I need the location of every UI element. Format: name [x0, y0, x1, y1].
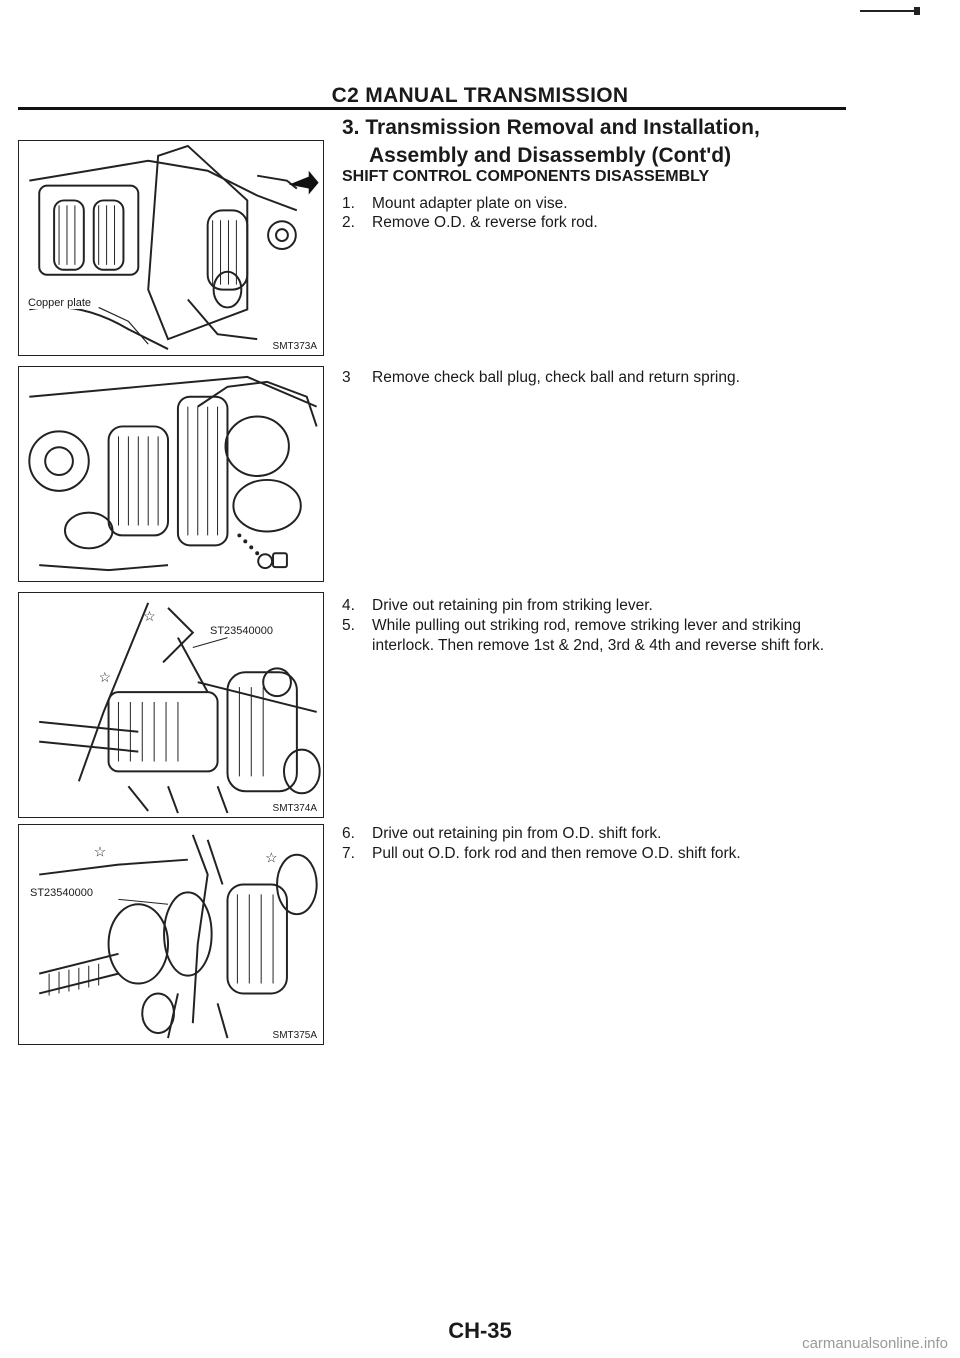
figure-callout: ST23540000	[30, 887, 93, 899]
figure-check-ball-plug	[18, 366, 324, 582]
page-number: CH-35	[448, 1318, 512, 1343]
top-corner-mark	[860, 10, 920, 12]
step-text: Mount adapter plate on vise.	[372, 195, 568, 212]
step-text: Remove O.D. & reverse fork rod.	[372, 214, 598, 231]
gearbox-illustration	[19, 593, 323, 817]
step-3	[342, 368, 842, 388]
figure-callout: ST23540000	[210, 625, 273, 637]
figure-code: SMT373A	[272, 341, 317, 352]
step-number: 1.	[342, 195, 355, 212]
step-6	[342, 824, 842, 844]
tool-star-icon: ☆	[93, 844, 107, 861]
step-number: 4.	[342, 597, 355, 614]
figure-code: SMT374A	[272, 803, 317, 814]
step-text: Remove check ball plug, check ball and return spring.	[372, 369, 740, 386]
step-number: 3	[342, 369, 351, 386]
page-header-title: C2 MANUAL TRANSMISSION	[331, 84, 629, 107]
figure-smt375a	[18, 824, 324, 1045]
gearbox-illustration	[19, 141, 323, 355]
subheading: SHIFT CONTROL COMPONENTS DISASSEMBLY	[342, 168, 710, 185]
arrow-icon	[289, 171, 319, 195]
step-text: While pulling out striking rod, remove striking lever and striking interlock. Then remove 1st & 2nd, 3rd & 4th and reverse shift fork.	[372, 617, 825, 654]
tool-star-icon: ☆	[265, 850, 278, 867]
gearbox-illustration	[19, 825, 323, 1044]
figure-smt373a	[18, 140, 324, 356]
section-title-line1: 3. Transmission Removal and Installation,	[342, 116, 760, 139]
step-number: 5.	[342, 617, 355, 634]
step-4	[342, 596, 842, 616]
watermark: carmanualsonline.info	[802, 1335, 948, 1352]
step-number: 2.	[342, 214, 355, 231]
figure-smt374a	[18, 592, 324, 818]
check-ball-parts-icon	[237, 533, 287, 568]
tool-star-icon: ☆	[143, 608, 156, 625]
step-2	[342, 213, 842, 233]
step-text: Drive out retaining pin from striking lever.	[372, 597, 653, 614]
gearbox-illustration	[19, 367, 323, 581]
step-number: 6.	[342, 825, 355, 842]
header-rule	[18, 107, 846, 110]
step-5	[342, 616, 842, 656]
step-7	[342, 844, 842, 864]
figure-callout: Copper plate	[28, 297, 91, 309]
tool-star-icon: ☆	[98, 670, 112, 687]
step-1	[342, 194, 842, 214]
step-number: 7.	[342, 845, 355, 862]
step-text: Pull out O.D. fork rod and then remove O.D. shift fork.	[372, 845, 741, 862]
step-text: Drive out retaining pin from O.D. shift fork.	[372, 825, 662, 842]
section-title	[342, 114, 760, 170]
figure-code: SMT375A	[272, 1030, 317, 1041]
section-title-line2: Assembly and Disassembly (Cont'd)	[369, 144, 732, 167]
